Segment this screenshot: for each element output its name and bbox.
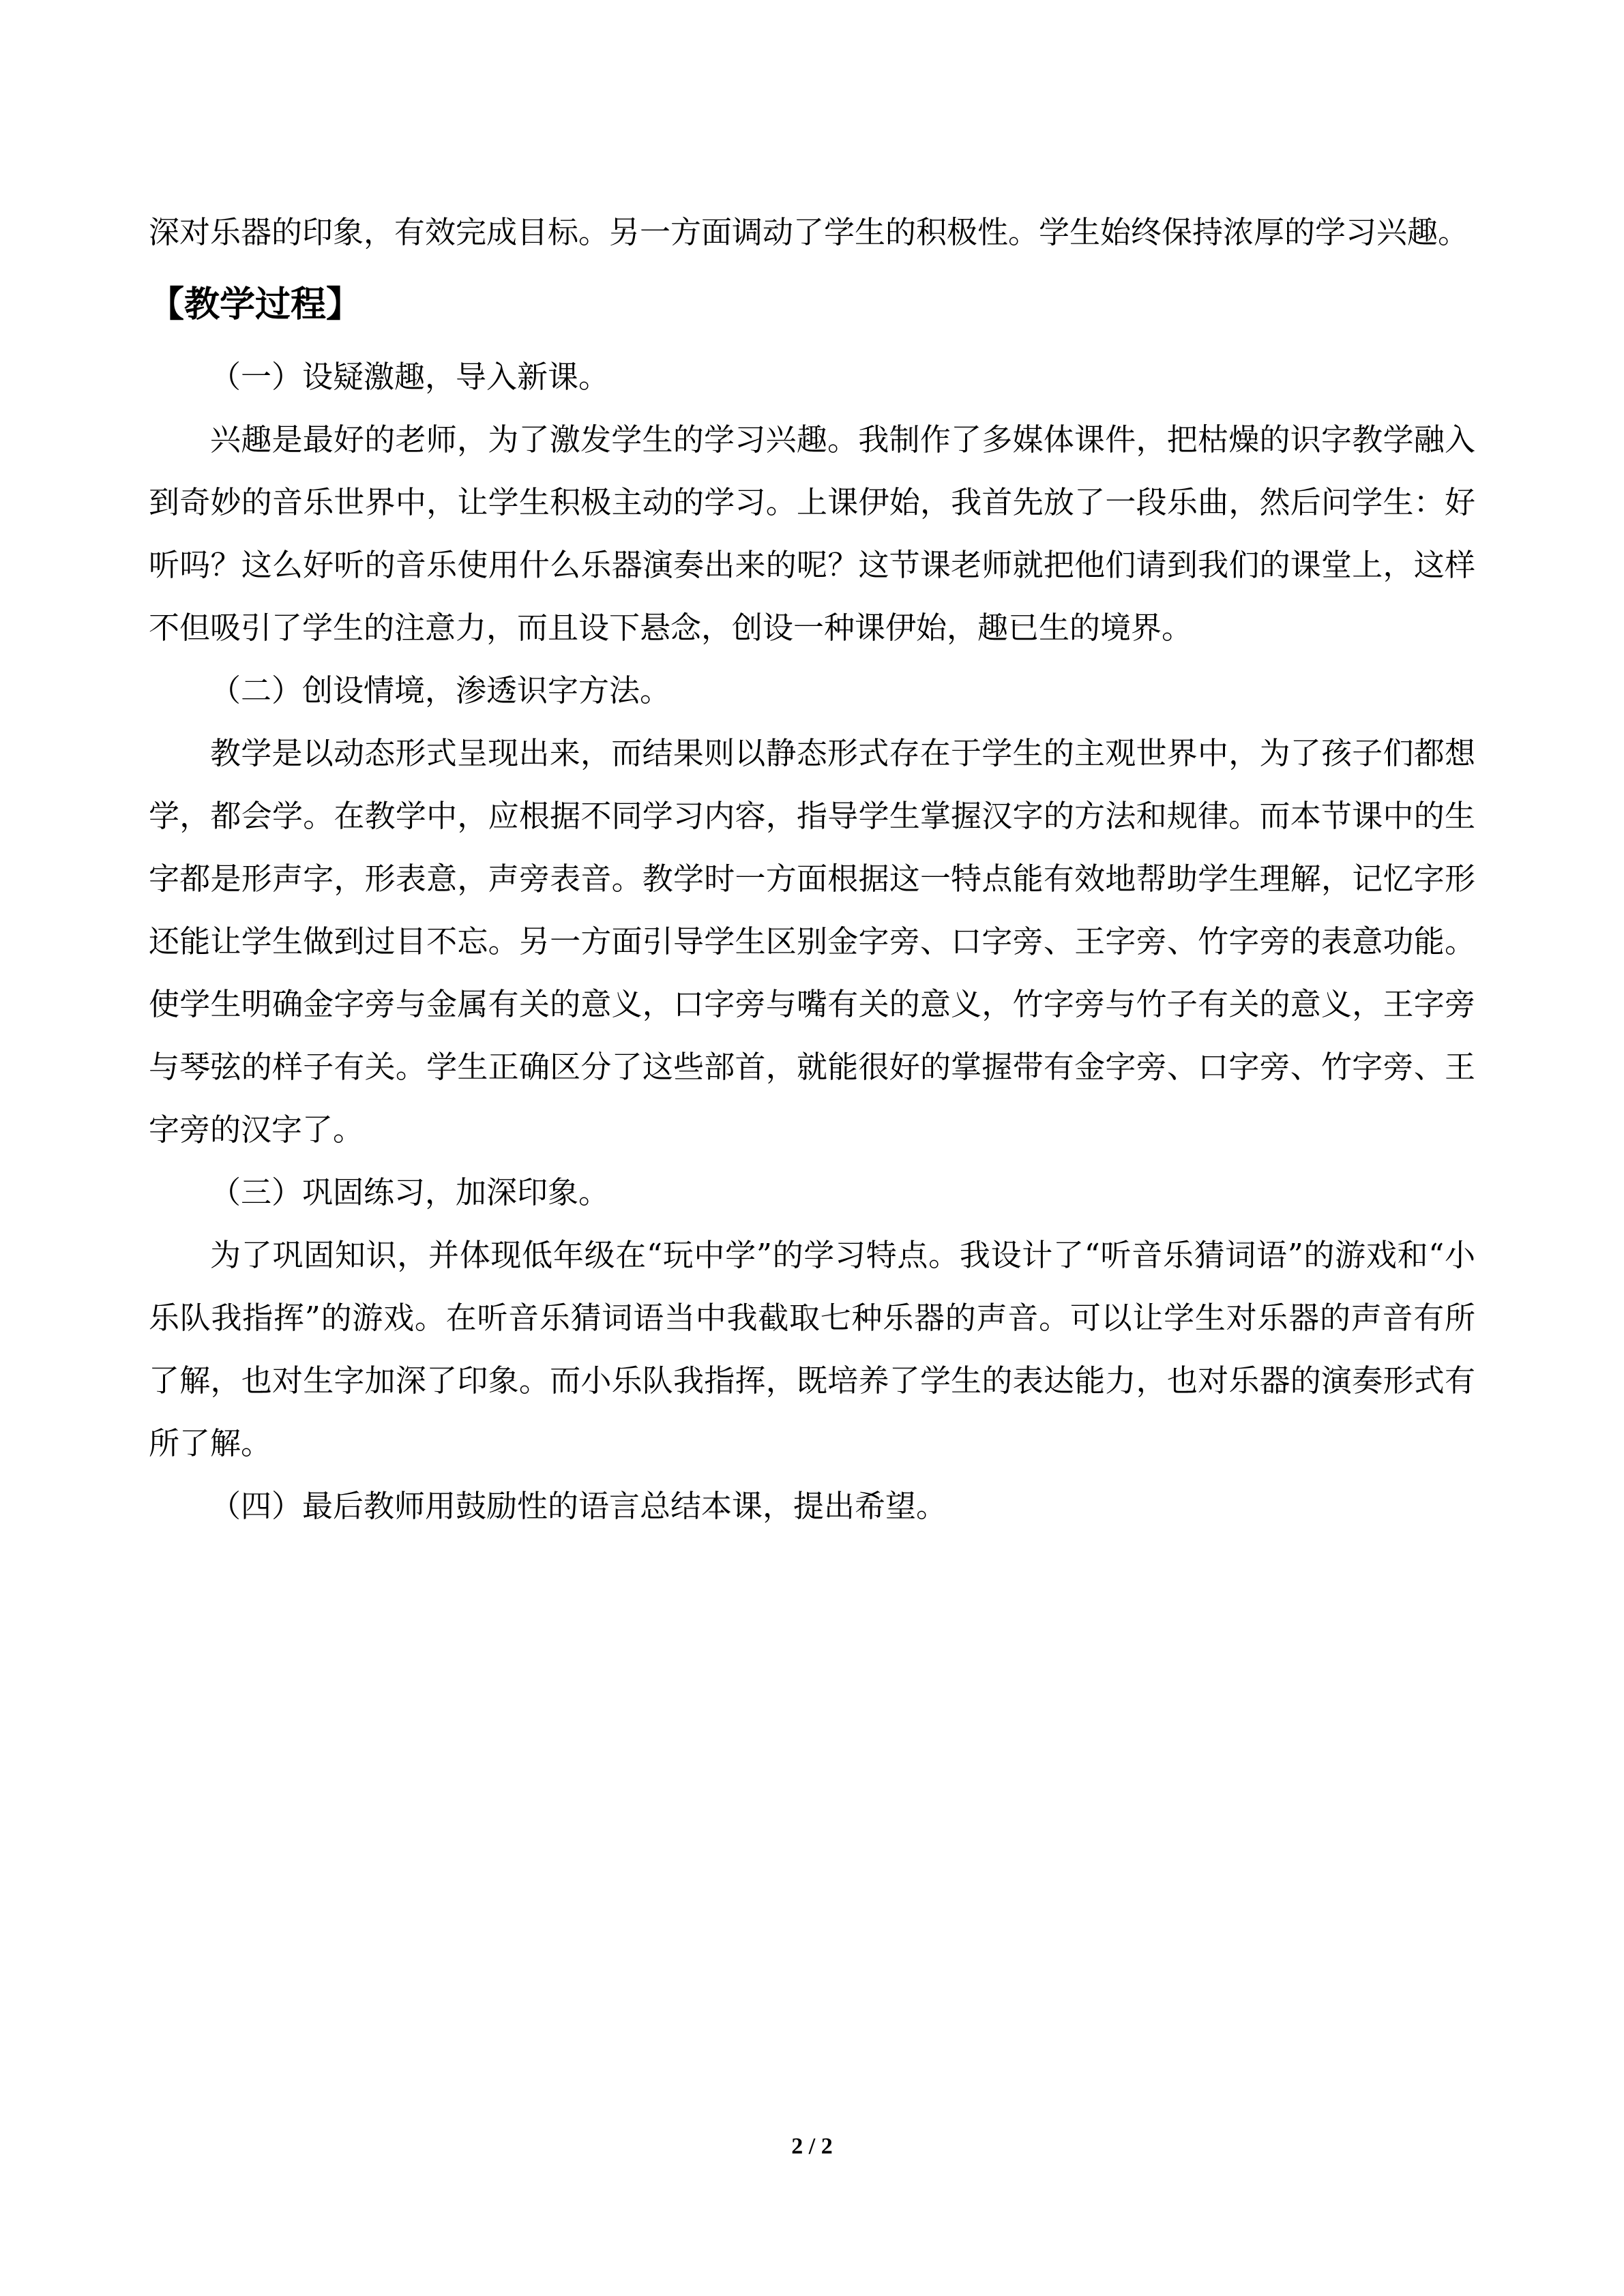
body-paragraph-1: 兴趣是最好的老师，为了激发学生的学习兴趣。我制作了多媒体课件，把枯燥的识字教学融入到奇妙的音乐世界中，让学生积极主动的学习。上课伊始，我首先放了一段乐曲，然后问学生：好听吗？这么好听的音乐使用什么乐器演奏出来的呢？这节课老师就把他们请到我们的课堂上，这样不但吸引了学生的注意力，而且设下悬念，创设一种课伊始，趣已生的境界。 <box>149 421 1475 646</box>
document-body <box>149 201 1475 1538</box>
subsection-title-3: （三）巩固练习，加深印象。 <box>210 1174 610 1210</box>
continued-paragraph: 深对乐器的印象，有效完成目标。另一方面调动了学生的积极性。学生始终保持浓厚的学习兴趣。 <box>149 214 1469 250</box>
subsection-title-2: （二）创设情境，渗透识字方法。 <box>210 672 671 709</box>
body-paragraph-2: 教学是以动态形式呈现出来，而结果则以静态形式存在于学生的主观世界中，为了孩子们都想学，都会学。在教学中，应根据不同学习内容，指导学生掌握汉字的方法和规律。而本节课中的生字都是形声字，形表意，声旁表音。教学时一方面根据这一特点能有效地帮助学生理解，记忆字形还能让学生做到过目不忘。另一方面引导学生区别金字旁、口字旁、王字旁、竹字旁的表意功能。使学生明确金字旁与金属有关的意义，口字旁与嘴有关的意义，竹字旁与竹子有关的意义，王字旁与琴弦的样子有关。学生正确区分了这些部首，就能很好的掌握带有金字旁、口字旁、竹字旁、王字旁的汉字了。 <box>149 735 1475 1148</box>
subsection-title-4: （四）最后教师用鼓励性的语言总结本课，提出希望。 <box>210 1488 947 1524</box>
subsection-title-1: （一）设疑激趣，导入新课。 <box>210 359 610 395</box>
section-heading: 【教学过程】 <box>149 284 362 325</box>
body-paragraph-3: 为了巩固知识，并体现低年级在“玩中学”的学习特点。我设计了“听音乐猜词语”的游戏和“小乐队我指挥”的游戏。在听音乐猜词语当中我截取七种乐器的声音。可以让学生对乐器的声音有所了解，也对生字加深了印象。而小乐队我指挥，既培养了学生的表达能力，也对乐器的演奏形式有所了解。 <box>149 1237 1475 1461</box>
page-number: 2 / 2 <box>791 2134 833 2159</box>
